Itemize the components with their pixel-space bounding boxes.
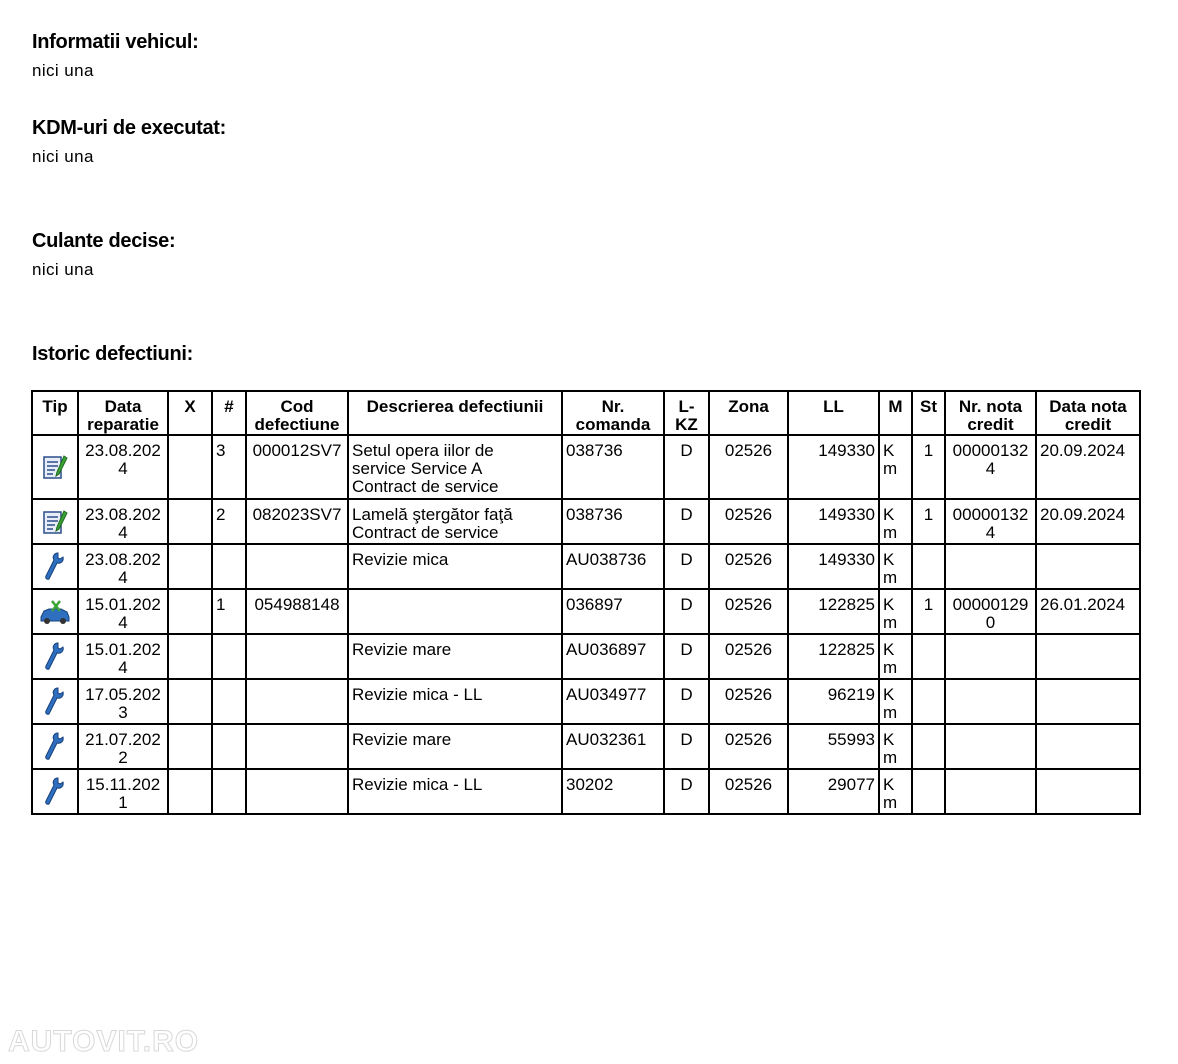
header-nr: # <box>212 391 246 435</box>
cell-descriere <box>348 724 562 769</box>
watermark: AUTOVIT.RO <box>8 1025 200 1058</box>
cell-lkz: D <box>664 634 709 679</box>
description-line: Contract de service <box>352 523 499 542</box>
cell-m: Km <box>879 589 912 634</box>
cell-nr-nota-credit <box>945 679 1036 724</box>
cell-m: Km <box>879 679 912 724</box>
header-st: St <box>912 391 945 435</box>
header-nr-comanda: Nr. comanda <box>562 391 664 435</box>
description-line: Revizie mare <box>352 640 452 659</box>
cell-m: Km <box>879 435 912 499</box>
cell-nr-comanda: AU038736 <box>562 544 664 589</box>
cell-tip <box>32 499 78 544</box>
cell-nr <box>212 724 246 769</box>
warranty-document-icon <box>33 452 77 482</box>
cell-m: Km <box>879 769 912 814</box>
cell-nr: 3 <box>212 435 246 499</box>
cell-cod-defectiune <box>246 679 348 724</box>
wrench-icon <box>33 550 77 584</box>
cell-nr-comanda: AU034977 <box>562 679 664 724</box>
wrench-icon <box>33 775 77 809</box>
cell-nr: 2 <box>212 499 246 544</box>
cell-nr <box>212 634 246 679</box>
cell-descriere <box>348 435 562 499</box>
cell-m: Km <box>879 544 912 589</box>
cell-cod-defectiune <box>246 724 348 769</box>
cell-st: 1 <box>912 435 945 499</box>
description-line: Revizie mica <box>352 550 449 569</box>
cell-ll: 122825 <box>788 634 879 679</box>
cell-data-nota-credit <box>1036 769 1140 814</box>
history-header-row <box>32 391 1140 435</box>
cell-x <box>168 589 212 634</box>
cell-tip <box>32 544 78 589</box>
cell-x <box>168 634 212 679</box>
history-table <box>31 390 1141 815</box>
header-lkz: L-KZ <box>664 391 709 435</box>
header-cod-defectiune: Cod defectiune <box>246 391 348 435</box>
cell-data-reparatie: 15.11.2021 <box>78 769 168 814</box>
cell-descriere <box>348 544 562 589</box>
cell-data-nota-credit <box>1036 634 1140 679</box>
cell-nr-nota-credit <box>945 769 1036 814</box>
cell-descriere <box>348 769 562 814</box>
cell-nr-nota-credit: 000001324 <box>945 499 1036 544</box>
table-row[interactable] <box>32 499 1140 544</box>
cell-nr-nota-credit <box>945 544 1036 589</box>
cell-tip <box>32 589 78 634</box>
section-title-culante: Culante decise: <box>32 230 176 252</box>
header-nr-nota-credit: Nr. nota credit <box>945 391 1036 435</box>
cell-data-reparatie: 15.01.2024 <box>78 634 168 679</box>
section-title-history: Istoric defectiuni: <box>32 343 193 365</box>
cell-lkz: D <box>664 589 709 634</box>
cell-ll: 149330 <box>788 435 879 499</box>
header-m: M <box>879 391 912 435</box>
cell-data-nota-credit <box>1036 544 1140 589</box>
cell-cod-defectiune <box>246 769 348 814</box>
table-row[interactable] <box>32 679 1140 724</box>
cell-nr-comanda: AU036897 <box>562 634 664 679</box>
header-descriere: Descrierea defectiunii <box>348 391 562 435</box>
table-row[interactable] <box>32 769 1140 814</box>
header-tip: Tip <box>32 391 78 435</box>
cell-m: Km <box>879 499 912 544</box>
section-title-kdm: KDM-uri de executat: <box>32 117 227 139</box>
cell-x <box>168 435 212 499</box>
cell-data-nota-credit <box>1036 724 1140 769</box>
section-value-culante: nici una <box>32 260 94 279</box>
description-line: Contract de service <box>352 477 499 496</box>
cell-x <box>168 724 212 769</box>
cell-ll: 149330 <box>788 544 879 589</box>
cell-x <box>168 769 212 814</box>
cell-nr-nota-credit: 000001290 <box>945 589 1036 634</box>
cell-zona: 02526 <box>709 634 788 679</box>
cell-nr-comanda: 036897 <box>562 589 664 634</box>
cell-ll: 55993 <box>788 724 879 769</box>
header-x: X <box>168 391 212 435</box>
table-row[interactable] <box>32 724 1140 769</box>
table-row[interactable] <box>32 589 1140 634</box>
cell-descriere <box>348 499 562 544</box>
cell-x <box>168 679 212 724</box>
description-line: Setul opera iilor de <box>352 441 494 460</box>
cell-descriere <box>348 634 562 679</box>
cell-zona: 02526 <box>709 435 788 499</box>
cell-tip <box>32 679 78 724</box>
table-row[interactable] <box>32 544 1140 589</box>
cell-data-reparatie: 15.01.2024 <box>78 589 168 634</box>
cell-lkz: D <box>664 499 709 544</box>
cell-lkz: D <box>664 769 709 814</box>
cell-data-nota-credit <box>1036 679 1140 724</box>
cell-cod-defectiune <box>246 634 348 679</box>
cell-lkz: D <box>664 679 709 724</box>
cell-st: 1 <box>912 589 945 634</box>
cell-descriere <box>348 679 562 724</box>
cell-st: 1 <box>912 499 945 544</box>
cell-descriere <box>348 589 562 634</box>
cell-ll: 122825 <box>788 589 879 634</box>
wrench-icon <box>33 685 77 719</box>
cell-data-reparatie: 23.08.2024 <box>78 435 168 499</box>
cell-lkz: D <box>664 724 709 769</box>
cell-nr <box>212 544 246 589</box>
cell-data-reparatie: 17.05.2023 <box>78 679 168 724</box>
warranty-document-icon <box>33 507 77 537</box>
description-line: Revizie mare <box>352 730 452 749</box>
cell-cod-defectiune: 054988148 <box>246 589 348 634</box>
header-data-nota-credit: Data nota credit <box>1036 391 1140 435</box>
cell-tip <box>32 724 78 769</box>
table-row[interactable] <box>32 634 1140 679</box>
cell-nr-comanda: 038736 <box>562 499 664 544</box>
cell-ll: 29077 <box>788 769 879 814</box>
description-line: Lamelă ştergător faţă <box>352 505 513 524</box>
section-value-kdm: nici una <box>32 147 94 166</box>
description-line: Revizie mica - LL <box>352 775 483 794</box>
cell-tip <box>32 435 78 499</box>
cell-tip <box>32 769 78 814</box>
cell-zona: 02526 <box>709 769 788 814</box>
car-repair-icon <box>33 597 77 627</box>
cell-zona: 02526 <box>709 724 788 769</box>
header-zona: Zona <box>709 391 788 435</box>
cell-data-nota-credit: 20.09.2024 <box>1036 499 1140 544</box>
header-ll: LL <box>788 391 879 435</box>
cell-data-reparatie: 23.08.2024 <box>78 544 168 589</box>
cell-zona: 02526 <box>709 499 788 544</box>
cell-cod-defectiune <box>246 544 348 589</box>
table-row[interactable] <box>32 435 1140 499</box>
cell-nr <box>212 769 246 814</box>
cell-data-reparatie: 23.08.2024 <box>78 499 168 544</box>
cell-lkz: D <box>664 544 709 589</box>
cell-data-nota-credit: 20.09.2024 <box>1036 435 1140 499</box>
cell-zona: 02526 <box>709 544 788 589</box>
section-value-vehicle-info: nici una <box>32 61 94 80</box>
cell-st <box>912 724 945 769</box>
wrench-icon <box>33 730 77 764</box>
cell-data-nota-credit: 26.01.2024 <box>1036 589 1140 634</box>
section-title-vehicle-info: Informatii vehicul: <box>32 31 199 53</box>
cell-m: Km <box>879 634 912 679</box>
cell-x <box>168 499 212 544</box>
cell-cod-defectiune: 082023SV7 <box>246 499 348 544</box>
cell-st <box>912 544 945 589</box>
cell-m: Km <box>879 724 912 769</box>
cell-lkz: D <box>664 435 709 499</box>
cell-data-reparatie: 21.07.2022 <box>78 724 168 769</box>
cell-ll: 96219 <box>788 679 879 724</box>
cell-nr-nota-credit <box>945 634 1036 679</box>
cell-zona: 02526 <box>709 679 788 724</box>
cell-zona: 02526 <box>709 589 788 634</box>
cell-ll: 149330 <box>788 499 879 544</box>
cell-nr-nota-credit <box>945 724 1036 769</box>
description-line: service Service A <box>352 459 483 478</box>
cell-tip <box>32 634 78 679</box>
header-data-reparatie: Data reparatie <box>78 391 168 435</box>
cell-nr-comanda: 30202 <box>562 769 664 814</box>
cell-st <box>912 634 945 679</box>
cell-nr-nota-credit: 000001324 <box>945 435 1036 499</box>
wrench-icon <box>33 640 77 674</box>
cell-x <box>168 544 212 589</box>
description-line: Revizie mica - LL <box>352 685 483 704</box>
cell-nr-comanda: 038736 <box>562 435 664 499</box>
cell-nr: 1 <box>212 589 246 634</box>
cell-nr <box>212 679 246 724</box>
cell-st <box>912 769 945 814</box>
cell-st <box>912 679 945 724</box>
cell-cod-defectiune: 000012SV7 <box>246 435 348 499</box>
cell-nr-comanda: AU032361 <box>562 724 664 769</box>
